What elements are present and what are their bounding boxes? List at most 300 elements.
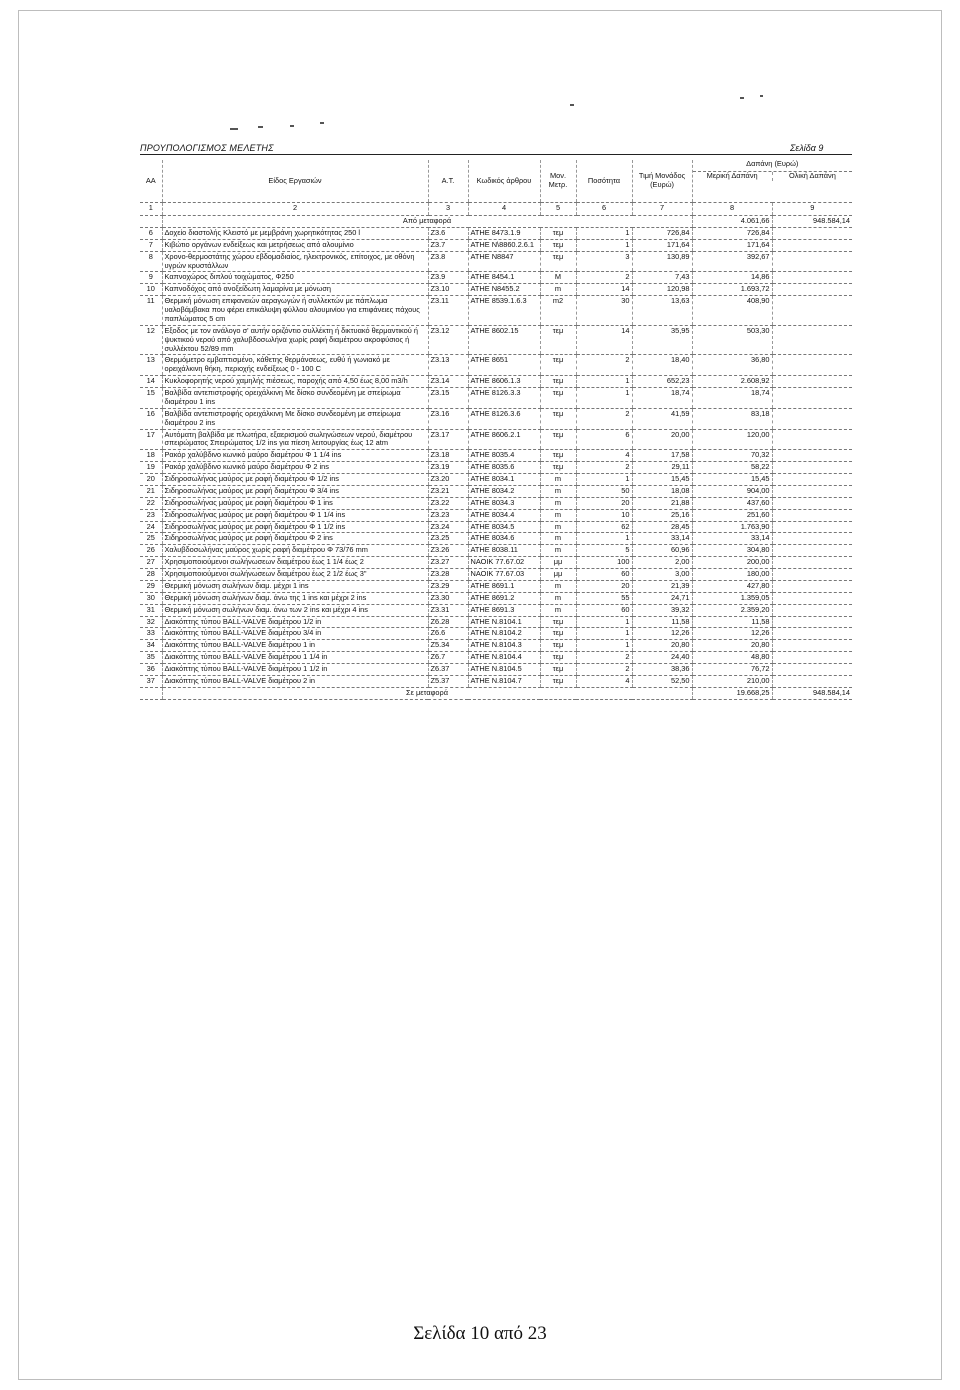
item-unit: m (540, 497, 576, 509)
table-row (140, 355, 852, 376)
item-ai: Z3.12 (428, 325, 468, 355)
item-unit-price: 21,88 (632, 497, 692, 509)
item-ai: Z3.17 (428, 429, 468, 450)
item-unit: τεμ (540, 239, 576, 251)
item-description: Σιδηροσωλήνας μαύρος με ραφή διαμέτρου Φ 1 1/2 ins (162, 521, 428, 533)
item-ai: Z3.10 (428, 284, 468, 296)
item-unit: μμ (540, 557, 576, 569)
item-code: ΑΤΗΕ 8473.1.9 (468, 227, 540, 239)
item-number: 8 (140, 251, 162, 272)
cost-group-label: Δαπάνη (Ευρώ) (693, 160, 853, 172)
item-total-cost (772, 628, 852, 640)
table-row (140, 640, 852, 652)
item-ai: Z6.6 (428, 628, 468, 640)
table-row (140, 580, 852, 592)
col-code: Κωδικός άρθρου (468, 160, 540, 203)
item-total-cost (772, 376, 852, 388)
item-description: Ρακόρ χαλύβδινο κωνικό μαύρο διαμέτρου Φ 1 1/4 ins (162, 450, 428, 462)
item-partial-cost: 427,80 (692, 580, 772, 592)
item-description: Διακόπτης τύπου BALL-VALVE διαμέτρου 1 1/4 in (162, 652, 428, 664)
item-code: ΑΤΗΕ 8691.2 (468, 592, 540, 604)
table-row (140, 616, 852, 628)
item-partial-cost: 251,60 (692, 509, 772, 521)
item-code: ΑΤΗΕ 8034.2 (468, 485, 540, 497)
item-ai: Z3.24 (428, 521, 468, 533)
item-total-cost (772, 272, 852, 284)
item-ai: Z3.6 (428, 227, 468, 239)
table-row (140, 652, 852, 664)
table-row (140, 664, 852, 676)
item-number: 22 (140, 497, 162, 509)
col-cost-group (692, 160, 852, 203)
item-description: Σιδηροσωλήνας μαύρος με ραφή διαμέτρου Φ 2 ins (162, 533, 428, 545)
item-partial-cost: 48,80 (692, 652, 772, 664)
item-unit-price: 24,40 (632, 652, 692, 664)
item-unit-price: 33,14 (632, 533, 692, 545)
column-number: 7 (632, 203, 692, 216)
table-row (140, 675, 852, 687)
item-quantity: 62 (576, 521, 632, 533)
item-partial-cost: 392,67 (692, 251, 772, 272)
carry-in-row (140, 216, 852, 228)
item-quantity: 3 (576, 251, 632, 272)
item-unit-price: 39,32 (632, 604, 692, 616)
item-description: Εξοδος με τον ανάλογο σ' αυτήν οριζόντιο συλλέκτη ή δικτυακό θερμαντικού ή ψυκτικού νερού από χαλυβδοσωλήνα χωρίς ραφή διαμέτρου ακροφύσιος ή συλλέκτου 52/89 mm (162, 325, 428, 355)
item-number: 35 (140, 652, 162, 664)
sheet-page-label: Σελίδα 9 (790, 143, 824, 153)
item-partial-cost: 726,84 (692, 227, 772, 239)
item-number: 19 (140, 462, 162, 474)
budget-table (140, 160, 852, 700)
item-number: 20 (140, 474, 162, 486)
item-total-cost (772, 450, 852, 462)
item-unit: m2 (540, 296, 576, 326)
item-partial-cost: 18,74 (692, 388, 772, 409)
item-partial-cost: 76,72 (692, 664, 772, 676)
item-description: Ρακόρ χαλύβδινο κωνικό μαύρο διαμέτρου Φ 2 ins (162, 462, 428, 474)
item-description: Κιβώτιο οργάνων ενδείξεως και μετρήσεως από αλουμίνιο (162, 239, 428, 251)
item-ai: Z3.18 (428, 450, 468, 462)
item-description: Χρησιμοποιούμενοι σωλήνωσεων διαμέτρου έως 1 1/4 έως 2 (162, 557, 428, 569)
item-partial-cost: 904,00 (692, 485, 772, 497)
item-number: 29 (140, 580, 162, 592)
item-code: ΑΤΗΕ 8454.1 (468, 272, 540, 284)
item-quantity: 2 (576, 664, 632, 676)
item-partial-cost: 120,00 (692, 429, 772, 450)
item-ai: Z3.15 (428, 388, 468, 409)
item-partial-cost: 180,00 (692, 569, 772, 581)
item-total-cost (772, 640, 852, 652)
item-partial-cost: 210,00 (692, 675, 772, 687)
item-number: 21 (140, 485, 162, 497)
item-unit-price: 21,39 (632, 580, 692, 592)
page-footer: Σελίδα 10 από 23 (413, 1323, 547, 1344)
item-code: ΑΤΗΕ 8606.2.1 (468, 429, 540, 450)
item-unit-price: 171,64 (632, 239, 692, 251)
item-unit: τεμ (540, 462, 576, 474)
item-partial-cost: 171,64 (692, 239, 772, 251)
item-total-cost (772, 664, 852, 676)
item-ai: Z3.16 (428, 408, 468, 429)
item-quantity: 6 (576, 429, 632, 450)
scan-speck (760, 95, 763, 97)
item-ai: Z3.27 (428, 557, 468, 569)
item-number: 26 (140, 545, 162, 557)
item-total-cost (772, 652, 852, 664)
table-row (140, 272, 852, 284)
item-unit-price: 17,58 (632, 450, 692, 462)
item-code: ΑΤΗΕ 8034.4 (468, 509, 540, 521)
item-code: ΑΤΗΕ 8034.1 (468, 474, 540, 486)
col-aa: ΑΑ (140, 160, 162, 203)
item-ai: Z3.20 (428, 474, 468, 486)
table-row (140, 462, 852, 474)
item-ai: Z3.8 (428, 251, 468, 272)
item-quantity: 1 (576, 628, 632, 640)
item-unit: τεμ (540, 251, 576, 272)
item-number: 12 (140, 325, 162, 355)
item-code: ΑΤΗΕ Ν.8104.2 (468, 628, 540, 640)
table-row (140, 296, 852, 326)
table-row (140, 497, 852, 509)
item-description: Βαλβίδα αντεπιστροφής ορειχάλκινη Με δίσκο συνδεομένη με σπείρωμα διαμέτρου 2 ins (162, 408, 428, 429)
carry-in-label: Από μεταφορά (162, 216, 692, 228)
item-quantity: 4 (576, 675, 632, 687)
item-unit-price: 652,23 (632, 376, 692, 388)
item-unit-price: 2,00 (632, 557, 692, 569)
column-number-row (140, 203, 852, 216)
table-row (140, 408, 852, 429)
item-ai: Z3.9 (428, 272, 468, 284)
column-number: 8 (692, 203, 772, 216)
table-row (140, 485, 852, 497)
item-total-cost (772, 521, 852, 533)
column-number: 6 (576, 203, 632, 216)
table-row (140, 388, 852, 409)
item-unit: m (540, 521, 576, 533)
item-ai: Z3.13 (428, 355, 468, 376)
item-partial-cost: 503,30 (692, 325, 772, 355)
item-ai: Z3.29 (428, 580, 468, 592)
item-quantity: 50 (576, 485, 632, 497)
item-description: Χρησιμοποιούμενοι σωλήνωσεων διαμέτρου έως 2 1/2 έως 3" (162, 569, 428, 581)
column-number: 4 (468, 203, 540, 216)
item-unit: τεμ (540, 450, 576, 462)
item-description: Δοχείο διαστολής Κλειστό με μεμβράνη χωρητικότητας 250 l (162, 227, 428, 239)
item-unit: τεμ (540, 652, 576, 664)
item-unit: m (540, 592, 576, 604)
item-code: ΑΤΗΕ 8126.3.6 (468, 408, 540, 429)
col-unit: Μον. Μετρ. (540, 160, 576, 203)
item-partial-cost: 2.359,20 (692, 604, 772, 616)
item-total-cost (772, 592, 852, 604)
item-unit-price: 20,00 (632, 429, 692, 450)
item-unit: τεμ (540, 429, 576, 450)
item-number: 23 (140, 509, 162, 521)
item-description: Διακόπτης τύπου BALL-VALVE διαμέτρου 1 1/2 in (162, 664, 428, 676)
item-total-cost (772, 284, 852, 296)
carry-out-partial: 19.668,25 (692, 687, 772, 699)
item-number: 11 (140, 296, 162, 326)
item-description: Θερμική μόνωση σωλήνων διαμ. μέχρι 1 ins (162, 580, 428, 592)
item-number: 34 (140, 640, 162, 652)
table-row (140, 533, 852, 545)
item-description: Θερμόμετρο εμβαπτισμένο, κάθετης θερμάνσεως, ευθύ ή γωνιακό με ορειχάλκινη θήκη, περιοχής ενδείξεως 0 - 100 C (162, 355, 428, 376)
item-ai: Z3.30 (428, 592, 468, 604)
item-number: 36 (140, 664, 162, 676)
item-unit: τεμ (540, 640, 576, 652)
item-unit: τεμ (540, 227, 576, 239)
scan-speck (290, 125, 294, 127)
column-number: 1 (140, 203, 162, 216)
scan-speck (258, 126, 263, 128)
item-description: Σιδηροσωλήνας μαύρος με ραφή διαμέτρου Φ 1/2 ins (162, 474, 428, 486)
item-partial-cost: 200,00 (692, 557, 772, 569)
item-quantity: 14 (576, 325, 632, 355)
item-quantity: 1 (576, 376, 632, 388)
item-quantity: 2 (576, 462, 632, 474)
column-number: 9 (772, 203, 852, 216)
col-qty: Ποσότητα (576, 160, 632, 203)
column-number: 2 (162, 203, 428, 216)
item-number: 15 (140, 388, 162, 409)
item-quantity: 1 (576, 388, 632, 409)
item-number: 10 (140, 284, 162, 296)
item-description: Θερμική μόνωση επιφανειών αεραγωγών ή συλλεκτών με πάπλωμα υαλοβάμβακα που φέρει επικάλυψη φύλλου αλουμινίου για επιφάνειες πάχους παπλώματος 5 cm (162, 296, 428, 326)
item-number: 6 (140, 227, 162, 239)
col-ai: Α.Τ. (428, 160, 468, 203)
item-total-cost (772, 569, 852, 581)
item-partial-cost: 70,32 (692, 450, 772, 462)
item-total-cost (772, 545, 852, 557)
item-number: 16 (140, 408, 162, 429)
item-ai: Z3.23 (428, 509, 468, 521)
item-quantity: 20 (576, 580, 632, 592)
item-code: ΑΤΗΕ Ν8847 (468, 251, 540, 272)
table-row (140, 284, 852, 296)
carry-in-partial: 4.061,66 (692, 216, 772, 228)
item-unit: τεμ (540, 408, 576, 429)
item-total-cost (772, 325, 852, 355)
item-number: 27 (140, 557, 162, 569)
item-unit-price: 35,95 (632, 325, 692, 355)
item-quantity: 30 (576, 296, 632, 326)
item-code: ΑΤΗΕ Ν.8104.1 (468, 616, 540, 628)
item-total-cost (772, 616, 852, 628)
item-partial-cost: 1.763,90 (692, 521, 772, 533)
item-description: Χαλυβδοσωλήνας μαύρος χωρίς ραφή διαμέτρου Φ 73/76 mm (162, 545, 428, 557)
column-number: 5 (540, 203, 576, 216)
table-row (140, 557, 852, 569)
item-partial-cost: 304,80 (692, 545, 772, 557)
item-unit-price: 130,89 (632, 251, 692, 272)
item-description: Καπνοχώρος διπλού τοιχώματος, Φ250 (162, 272, 428, 284)
item-total-cost (772, 557, 852, 569)
item-partial-cost: 11,58 (692, 616, 772, 628)
item-total-cost (772, 408, 852, 429)
item-quantity: 4 (576, 450, 632, 462)
item-ai: Z6.7 (428, 652, 468, 664)
item-partial-cost: 408,90 (692, 296, 772, 326)
table-row (140, 429, 852, 450)
item-ai: Z3.31 (428, 604, 468, 616)
item-total-cost (772, 485, 852, 497)
item-unit: τεμ (540, 376, 576, 388)
item-unit: m (540, 545, 576, 557)
item-partial-cost: 36,80 (692, 355, 772, 376)
item-unit-price: 18,74 (632, 388, 692, 409)
item-description: Σιδηροσωλήνας μαύρος με ραφή διαμέτρου Φ 1 ins (162, 497, 428, 509)
table-row (140, 251, 852, 272)
item-partial-cost: 1.359,05 (692, 592, 772, 604)
item-unit: m (540, 474, 576, 486)
col-description: Είδος Εργασιών (162, 160, 428, 203)
item-quantity: 20 (576, 497, 632, 509)
item-total-cost (772, 604, 852, 616)
item-quantity: 2 (576, 355, 632, 376)
table-row (140, 569, 852, 581)
item-description: Αυτόματη βαλβίδα με πλωτήρα, εξαερισμού σωληνώσεων νερού, διαμέτρου σπειρώματος Σπειρώματος 1/2 ins για πίεση λειτουργίας έως 12 atm (162, 429, 428, 450)
col-partial: Μερική Δαπάνη (706, 170, 758, 180)
item-quantity: 100 (576, 557, 632, 569)
carry-out-row (140, 687, 852, 699)
item-partial-cost: 15,45 (692, 474, 772, 486)
item-unit-price: 726,84 (632, 227, 692, 239)
item-unit-price: 11,58 (632, 616, 692, 628)
table-row (140, 592, 852, 604)
item-unit-price: 24,71 (632, 592, 692, 604)
item-unit-price: 41,59 (632, 408, 692, 429)
table-row (140, 474, 852, 486)
item-partial-cost: 20,80 (692, 640, 772, 652)
item-total-cost (772, 388, 852, 409)
item-total-cost (772, 497, 852, 509)
item-partial-cost: 437,60 (692, 497, 772, 509)
item-total-cost (772, 580, 852, 592)
item-code: ΑΤΗΕ Ν.8104.4 (468, 652, 540, 664)
item-unit: m (540, 284, 576, 296)
item-unit: τεμ (540, 388, 576, 409)
document-title: ΠΡΟΥΠΟΛΟΓΙΣΜΟΣ ΜΕΛΕΤΗΣ (140, 143, 274, 153)
item-code: ΑΤΗΕ 8691.3 (468, 604, 540, 616)
item-quantity: 1 (576, 227, 632, 239)
item-partial-cost: 12,26 (692, 628, 772, 640)
table-row (140, 450, 852, 462)
item-code: ΑΤΗΕ 8034.5 (468, 521, 540, 533)
item-code: ΑΤΗΕ 8035.6 (468, 462, 540, 474)
item-unit-price: 18,08 (632, 485, 692, 497)
item-number: 25 (140, 533, 162, 545)
item-partial-cost: 2.608,92 (692, 376, 772, 388)
item-total-cost (772, 296, 852, 326)
item-unit-price: 18,40 (632, 355, 692, 376)
item-quantity: 2 (576, 652, 632, 664)
item-description: Διακόπτης τύπου BALL-VALVE διαμέτρου 1/2 in (162, 616, 428, 628)
item-code: ΑΤΗΕ 8035.4 (468, 450, 540, 462)
item-number: 9 (140, 272, 162, 284)
item-number: 33 (140, 628, 162, 640)
table-row (140, 521, 852, 533)
item-quantity: 60 (576, 569, 632, 581)
item-quantity: 1 (576, 616, 632, 628)
item-quantity: 2 (576, 272, 632, 284)
item-code: ΑΤΗΕ 8691.1 (468, 580, 540, 592)
item-unit-price: 60,96 (632, 545, 692, 557)
item-description: Διακόπτης τύπου BALL-VALVE διαμέτρου 1 in (162, 640, 428, 652)
table-row (140, 376, 852, 388)
item-ai: Z3.22 (428, 497, 468, 509)
item-description: Θερμική μόνωση σωλήνων διαμ. άνω των 2 ins και μέχρι 4 ins (162, 604, 428, 616)
item-code: ΑΤΗΕ 8034.3 (468, 497, 540, 509)
item-number: 14 (140, 376, 162, 388)
item-unit: τεμ (540, 628, 576, 640)
table-row (140, 604, 852, 616)
item-partial-cost: 1.693,72 (692, 284, 772, 296)
item-number: 32 (140, 616, 162, 628)
item-ai: Z6.37 (428, 664, 468, 676)
item-partial-cost: 83,18 (692, 408, 772, 429)
scan-speck (320, 122, 324, 124)
table-row (140, 628, 852, 640)
item-number: 24 (140, 521, 162, 533)
item-ai: Z3.28 (428, 569, 468, 581)
header-row (140, 160, 852, 203)
item-description: Σιδηροσωλήνας μαύρος με ραφή διαμέτρου Φ 1 1/4 ins (162, 509, 428, 521)
item-ai: Z3.7 (428, 239, 468, 251)
scan-speck (570, 104, 574, 106)
item-total-cost (772, 533, 852, 545)
item-description: Διακόπτης τύπου BALL-VALVE διαμέτρου 2 in (162, 675, 428, 687)
item-code: ΑΤΗΕ Ν.8104.5 (468, 664, 540, 676)
item-description: Διακόπτης τύπου BALL-VALVE διαμέτρου 3/4 in (162, 628, 428, 640)
item-total-cost (772, 509, 852, 521)
item-ai: Z5.34 (428, 640, 468, 652)
item-quantity: 10 (576, 509, 632, 521)
item-total-cost (772, 239, 852, 251)
item-code: ΑΤΗΕ 8539.1.6.3 (468, 296, 540, 326)
item-quantity: 1 (576, 533, 632, 545)
item-number: 17 (140, 429, 162, 450)
item-code: ΑΤΗΕ 8602.15 (468, 325, 540, 355)
carry-in-total: 948.584,14 (772, 216, 852, 228)
item-unit-price: 20,80 (632, 640, 692, 652)
item-unit-price: 52,50 (632, 675, 692, 687)
col-total: Ολική Δαπάνη (772, 172, 852, 181)
item-unit-price: 28,45 (632, 521, 692, 533)
item-ai: Z6.28 (428, 616, 468, 628)
item-quantity: 1 (576, 474, 632, 486)
item-unit-price: 12,26 (632, 628, 692, 640)
item-code: ΑΤΗΕ 8038.11 (468, 545, 540, 557)
item-total-cost (772, 462, 852, 474)
item-code: ΑΤΗΕ 8606.1.3 (468, 376, 540, 388)
item-description: Βαλβίδα αντεπιστροφής ορειχάλκινη Με δίσκο συνδεομένη με σπείρωμα διαμέτρου 1 ins (162, 388, 428, 409)
item-total-cost (772, 355, 852, 376)
item-ai: Z3.14 (428, 376, 468, 388)
table-row (140, 509, 852, 521)
item-unit: m (540, 509, 576, 521)
item-ai: Z3.19 (428, 462, 468, 474)
item-description: Θερμική μόνωση σωλήνων διαμ. άνω της 1 ins και μέχρι 2 ins (162, 592, 428, 604)
item-total-cost (772, 474, 852, 486)
item-unit-price: 25,16 (632, 509, 692, 521)
item-unit: m (540, 604, 576, 616)
item-description: Κυκλοφορητής νερού χαμηλής πιέσεως, παροχής από 4,50 έως 8,00 m3/h (162, 376, 428, 388)
item-quantity: 1 (576, 239, 632, 251)
item-code: ΑΤΗΕ Ν\8860.2.6.1 (468, 239, 540, 251)
item-ai: Z5.37 (428, 675, 468, 687)
item-code: ΑΤΗΕ 8034.6 (468, 533, 540, 545)
